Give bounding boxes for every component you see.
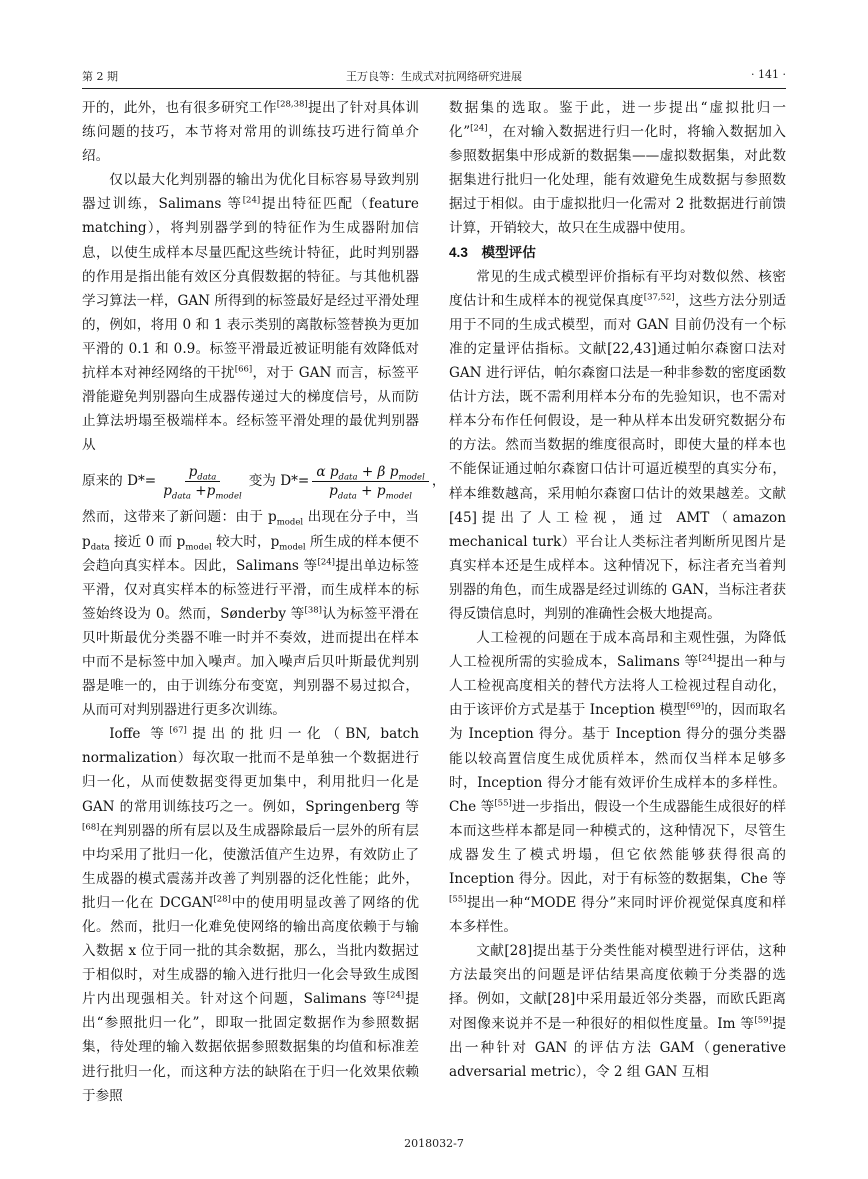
citation: [59] — [754, 1015, 772, 1026]
citation: [24] — [386, 990, 405, 1001]
citation: [66] — [234, 364, 253, 375]
citation: [24] — [317, 557, 335, 568]
paragraph: 常见的生成式模型评价指标有平均对数似然、核密度估计和生成样本的视觉保真度[37,52]，这些方法分别适用于不同的生成式模型，而对 GAN 目前仍没有一个标准的定量评估指标。文献[22,43]通过帕尔森窗口法对 GAN 进行评估，帕尔森窗口法是一种非参数的密度函数估计方法，既不需利用样本分布的先验知识，也不需对样本分布作任何假设，是一种从样本出发研究数据分布的方法。然而当数据的维度很高时，即使大量的样本也不能保证通过帕尔森窗口估计可逼近模型的真实分布，样本维数越高，采用帕尔森窗口估计的效果越差。文献[45]提出了人工检视，通过 AMT（amazon mechanical turk）平台让人类标注者判断所见图片是真实样本还是生成样本。这种情况下，标注者充当着判别器的角色，而生成器是经过训练的 GAN，当标注者获得反馈信息时，判别的准确性会极大地提高。 — [449, 268, 787, 622]
citation: [55] — [449, 894, 467, 905]
paragraph: Ioffe 等[67]提出的批归一化（BN, batch normalization）每次取一批而不是单独一个数据进行归一化，从而使数据变得更加集中，利用批归一化是 GAN 的常用训练技巧之一。例如，Springenberg 等[68]在判别器的所有层以及生成器除最后一层外的所有层中均采用了批归一化，使激活值产生边界，有效防止了生成器的模式震荡并改善了判别器的泛化性能；此外，批归一化在 DCGAN[28]中的使用明显改善了网络的优化。然而，批归一化难免使网络的输出高度依赖于与输入数据 x 位于同一批的其余数据，那么，当批内数据过于相似时，对生成器的输入进行批归一化会导致生成图片内出现强相关。针对这个问题，Salimans 等[24]提出“参照批归一化”，即取一批固定数据作为参照数据集，待处理的输入数据依据参照数据集的均值和标准差进行批归一化，而这种方法的缺陷在于归一化效果依赖于参照 — [82, 725, 420, 1104]
running-title: 王万良等：生成式对抗网络研究进展 — [346, 70, 522, 83]
citation: [24] — [698, 653, 716, 664]
page-number: · 141 · — [751, 68, 786, 81]
citation: [37,52] — [643, 292, 675, 303]
running-header — [82, 68, 786, 86]
citation: [24] — [470, 123, 488, 134]
right-column — [449, 96, 786, 1084]
fraction: $\frac{p_{data}}{p_{data} +p_{model}}$ — [163, 463, 242, 502]
citation: [55] — [494, 798, 512, 809]
citation: [68] — [82, 822, 100, 833]
citation: [67] — [169, 725, 187, 736]
citation: [24] — [242, 195, 261, 206]
paragraph: 开的，此外，也有很多研究工作[28,38]提出了针对具体训练问题的技巧，本节将对常用的训练技巧进行简单介绍。 — [82, 99, 420, 165]
citation: [28] — [213, 894, 231, 905]
paragraph: 仅以最大化判别器的输出为优化目标容易导致判别器过训练，Salimans 等[24]提出特征匹配（feature matching），将判别器学到的特征作为生成器附加信息，以使生成样本尽量匹配这些统计特征，此时判别器的作用是指出能有效区分真假数据的特征。与其他机器学习算法一样，GAN 所得到的标签最好是经过平滑处理的，例如，将用 0 和 1 表示类别的离散标签替换为更加平滑的 0.1 和 0.9。标签平滑最近被证明能有效降低对抗样本对神经网络的干扰[66]，对于 GAN 而言，标签平滑能避免判别器向生成器传递过大的梯度信号，从而防止算法坍塌至极端样本。经标签平滑处理的最优判别器从 — [82, 172, 420, 454]
issue-label: 第 2 期 — [82, 70, 118, 83]
paragraph: 然而，这带来了新问题：由于 $p_{model}$ 出现在分子中，当 $p_{data}$ 接近 0 而 $p_{model}$ 较大时，$p_{model}$ 所生成的样本便不会趋向真实样本。因此，Salimans 等[24]提出单边标签平滑，仅对真实样本的标签进行平滑，而生成样本的标签始终设为 0。然而，Sønderby 等[38]认为标签平滑在贝叶斯最优分类器不唯一时并不奏效，进而提出在样本中而不是标签中加入噪声。加入噪声后贝叶斯最优判别器是唯一的，由于训练分布变宽，判别器不易过拟合，从而可对判别器进行更多次训练。 — [82, 509, 420, 719]
article-code: 2018032-7 — [404, 1137, 464, 1150]
citation: [38] — [304, 605, 322, 616]
citation: [28,38] — [276, 99, 308, 110]
equation-label-smoothing: 原来的 D*= $\frac{p_{data}}{p_{data} +p_{model}}$ 变为 D*= $\frac{\alpha p_{data} + \beta p_{model}}{p_{data} + p_{model}}$ ， — [82, 463, 446, 502]
fraction: $\frac{\alpha p_{data} + \beta p_{model}}{p_{data} + p_{model}}$ — [312, 463, 429, 500]
section-heading: 4.3 模型评估 — [449, 244, 536, 260]
paragraph: 文献[28]提出基于分类性能对模型进行评估，这种方法最突出的问题是评估结果高度依赖于分类器的选择。例如，文献[28]中采用最近邻分类器，而欧氏距离对图像来说并不是一种很好的相似性度量。Im 等[59]提出一种针对 GAN 的评估方法 GAM（generative adversarial metric），令 2 组 GAN 互相 — [449, 943, 786, 1080]
citation: [69] — [686, 701, 705, 712]
left-column — [82, 96, 446, 1108]
paragraph: 人工检视的问题在于成本高昂和主观性强，为降低人工检视所需的实验成本，Salimans 等[24]提出一种与人工检视高度相关的替代方法将人工检视过程自动化，由于该评价方式是基于 Inception 模型[69]的，因而取名为 Inception 得分。基于 Inception 得分的强分类器能以较高置信度生成优质样本，然而仅当样本足够多时，Inception 得分才能有效评价生成样本的多样性。Che 等[55]进一步指出，假设一个生成器能生成很好的样本而这些样本都是同一种模式的，这种情况下，尽管生成器发生了模式坍塌，但它依然能够获得很高的 Inception 得分。因此，对于有标签的数据集，Che 等[55]提出一种“MODE 得分”来同时评价视觉保真度和样本多样性。 — [449, 630, 787, 936]
paragraph: 数据集的选取。鉴于此，进一步提出“虚拟批归一化”[24]，在对输入数据进行归一化时，将输入数据加入参照数据集中形成新的数据集——虚拟数据集，对此数据集进行批归一化处理，能有效避免生成数据与参照数据过于相似。由于虚拟批归一化需对 2 批数据进行前馈计算，开销较大，故只在生成器中使用。 — [449, 100, 787, 237]
header-rule — [82, 88, 786, 89]
